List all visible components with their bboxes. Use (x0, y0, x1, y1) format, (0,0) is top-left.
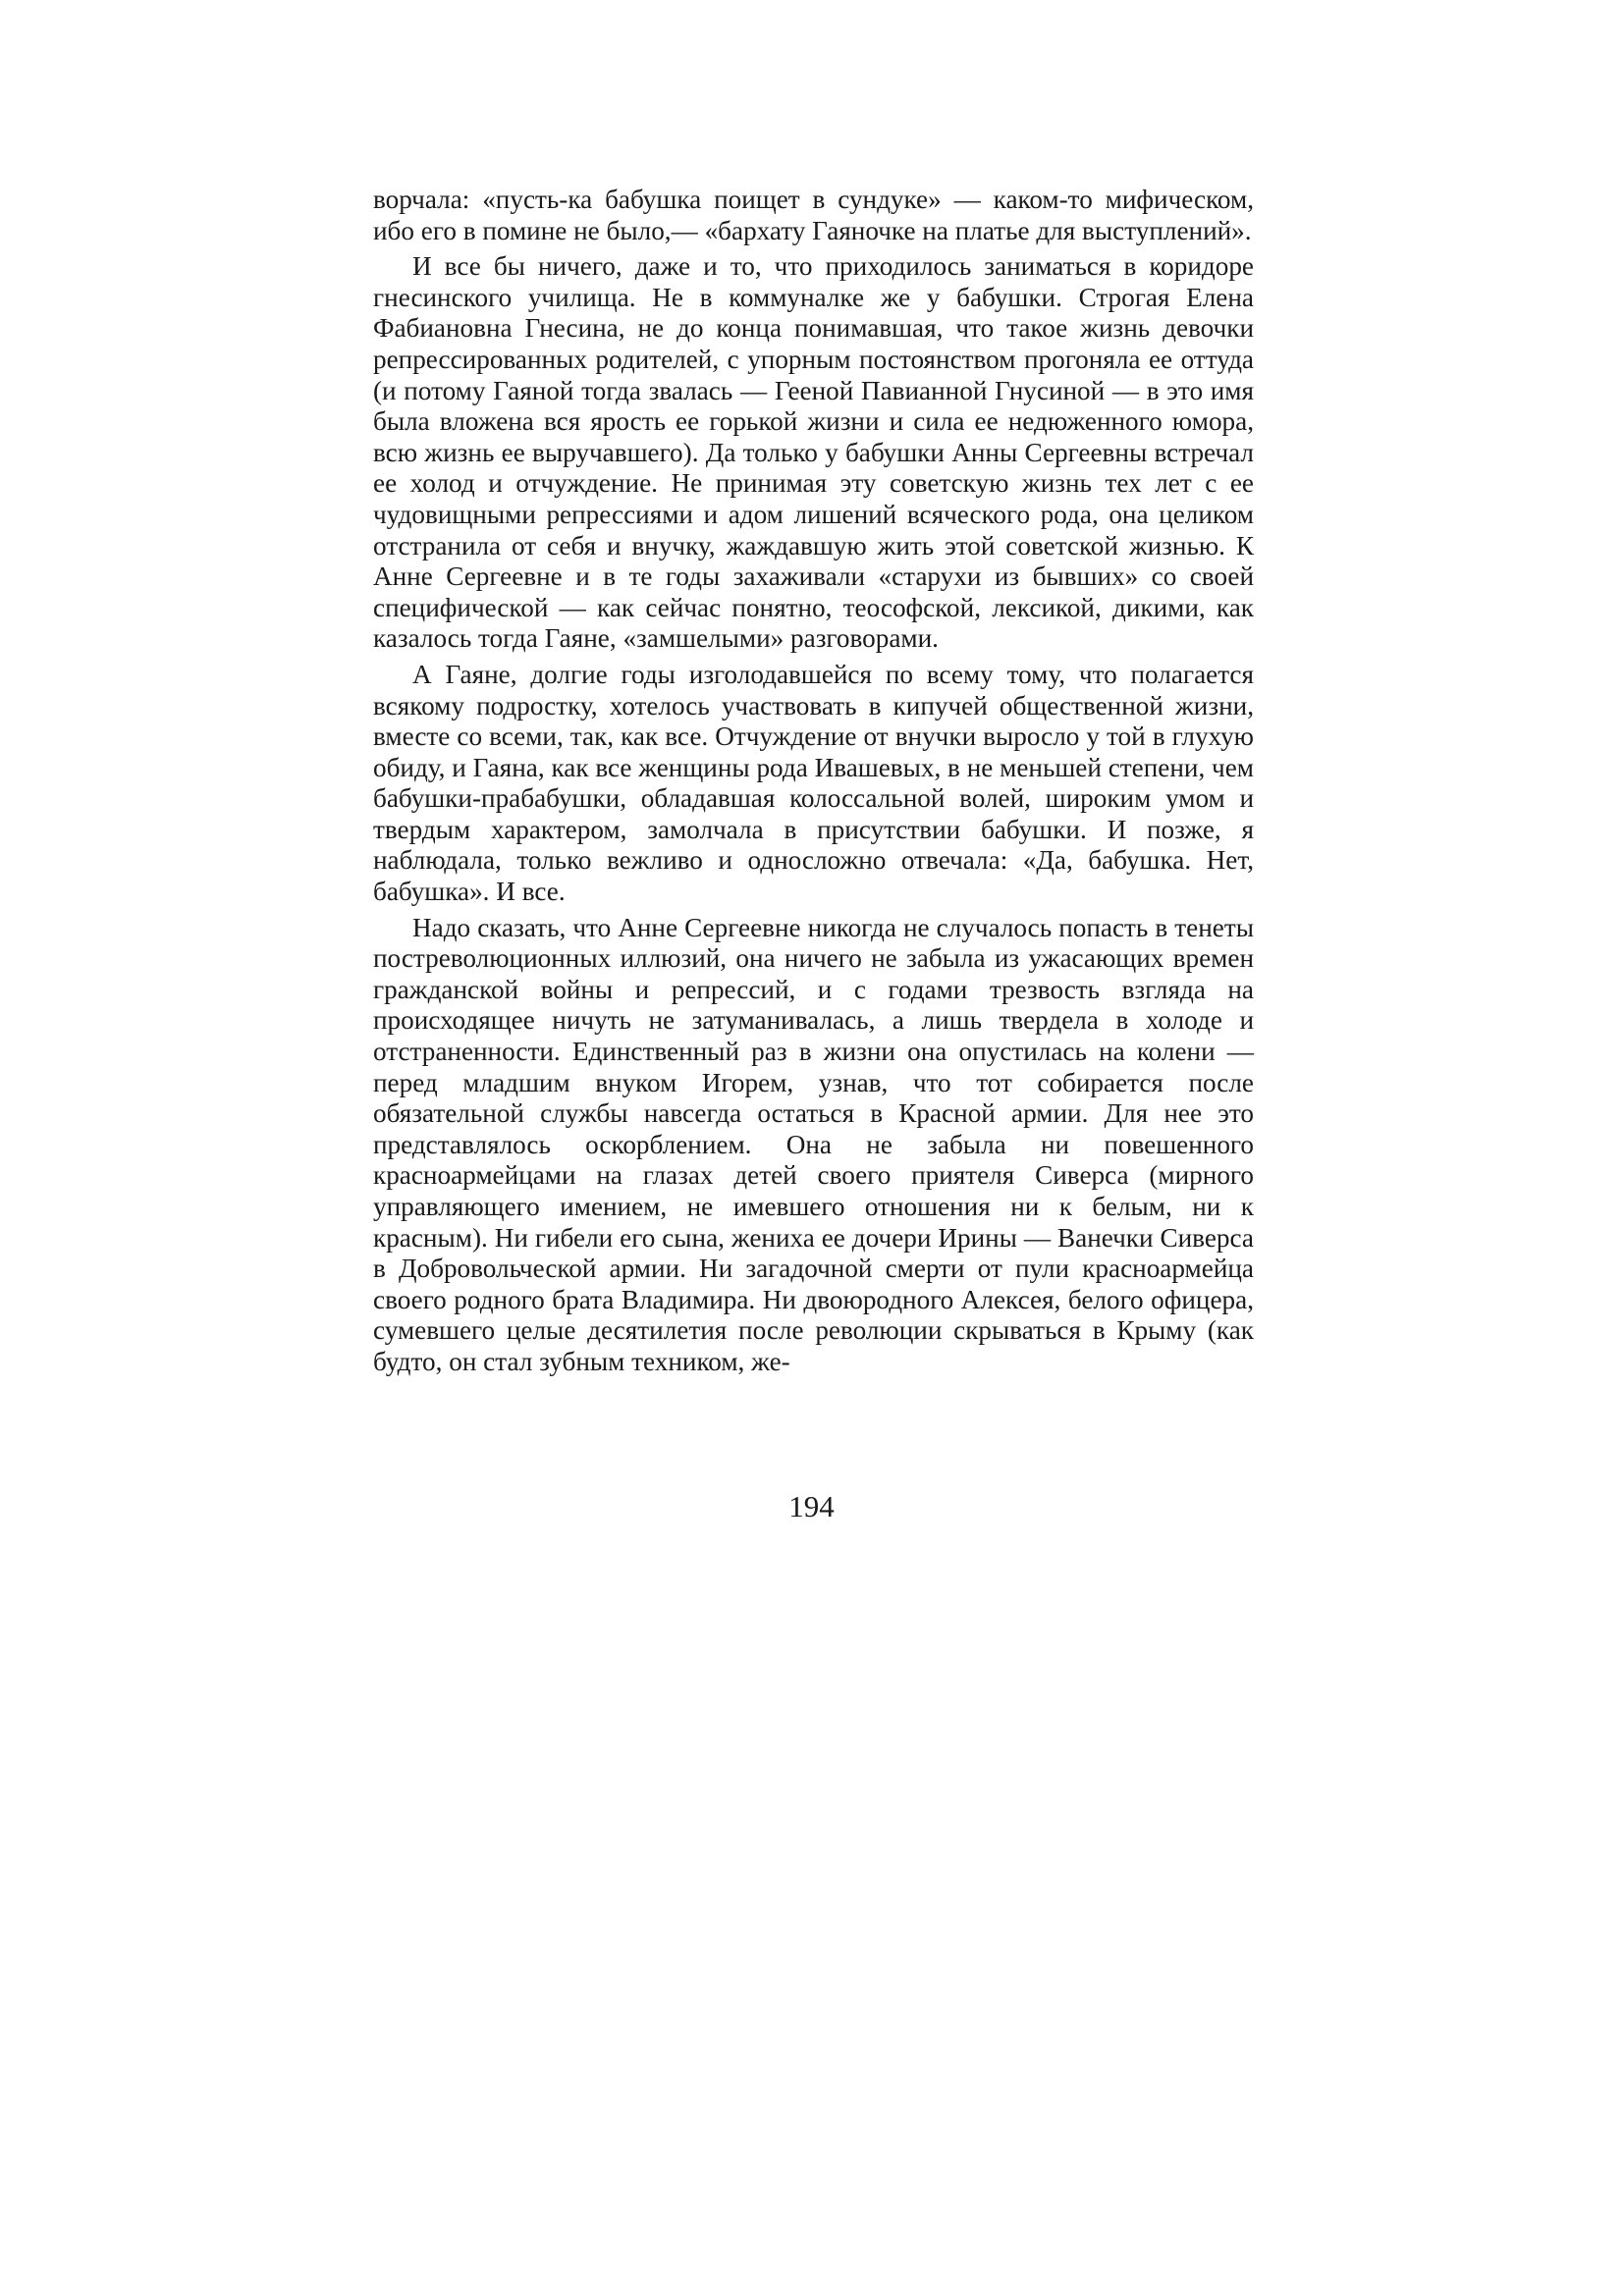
page-number: 194 (788, 1489, 835, 1523)
paragraph-continued: ворчала: «пусть-ка бабушка поищет в сундуке» — каком-то мифическом, ибо его в помине не было,— «бархату Гаяночке на платье для выступлений». (373, 185, 1254, 245)
paragraph: А Гаяне, долгие годы изголодавшейся по всему тому, что полагается всякому подростку, хотелось участвовать в кипучей общественной жизни, вместе со всеми, так, как все. Отчуждение от внучки выросло у той в глухую обиду, и Гаяна, как все женщины рода Ивашевых, в не меньшей степени, чем бабушки-прабабушки, обладавшая колоссальной волей, широким умом и твердым характером, замолчала в присутствии бабушки. И позже, я наблюдала, только вежливо и односложно отвечала: «Да, бабушка. Нет, бабушка». И все. (373, 659, 1254, 907)
body-text (373, 185, 1254, 1378)
paragraph: Надо сказать, что Анне Сергеевне никогда не случалось попасть в тенеты постреволюционных иллюзий, она ничего не забыла из ужасающих времен гражданской войны и репрессий, и с годами трезвость взгляда на происходящее ничуть не затуманивалась, а лишь твердела в холоде и отстраненности. Единственный раз в жизни она опустилась на колени — перед младшим внуком Игорем, узнав, что тот собирается после обязательной службы навсегда остаться в Красной армии. Для нее это представлялось оскорблением. Она не забыла ни повешенного красноармейцами на глазах детей своего приятеля Сиверса (мирного управляющего имением, не имевшего отношения ни к белым, ни к красным). Ни гибели его сына, жениха ее дочери Ирины — Ванечки Сиверса в Добровольческой армии. Ни загадочной смерти от пули красноармейца своего родного брата Владимира. Ни двоюродного Алексея, белого офицера, сумевшего целые десятилетия после революции скрываться в Крыму (как будто, он стал зубным техником, же- (373, 912, 1254, 1376)
paragraph: И все бы ничего, даже и то, что приходилось заниматься в коридоре гнесинского училища. Не в коммуналке же у бабушки. Строгая Елена Фабиановна Гнесина, не до конца понимавшая, что такое жизнь девочки репрессированных родителей, с упорным постоянством прогоняла ее оттуда (и потому Гаяной тогда звалась — Гееной Павианной Гнусиной — в это имя была вложена вся ярость ее горькой жизни и сила ее недюженного юмора, всю жизнь ее выручавшего). Да только у бабушки Анны Сергеевны встречал ее холод и отчуждение. Не принимая эту советскую жизнь тех лет с ее чудовищными репрессиями и адом лишений всяческого рода, она целиком отстранила от себя и внучку, жаждавшую жить этой советской жизнью. К Анне Сергеевне и в те годы захаживали «старухи из бывших» со своей специфической — как сейчас понятно, теософской, лексикой, дикими, как казалось тогда Гаяне, «замшелыми» разговорами. (373, 251, 1254, 654)
